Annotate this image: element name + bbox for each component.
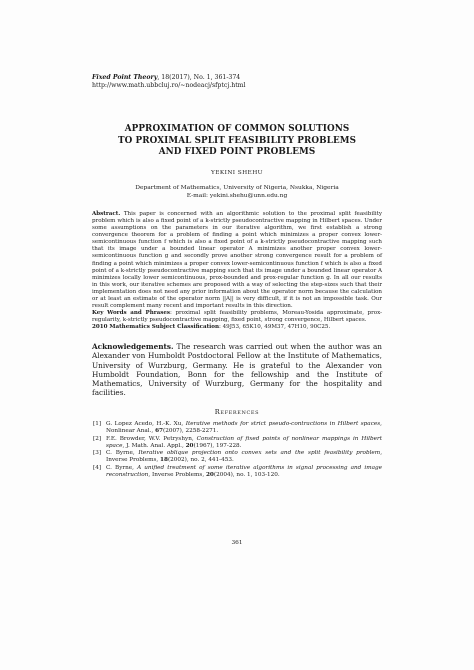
reference-number: [3] — [93, 450, 102, 457]
reference-number: [4] — [93, 465, 102, 472]
reference-authors: C. Byrne, — [106, 450, 139, 457]
reference-authors: G. Lopez Acedo, H.-K. Xu, — [106, 420, 186, 427]
msc-classification — [92, 324, 382, 331]
reference-number: [2] — [93, 435, 102, 442]
reference-item — [92, 465, 382, 479]
reference-body — [106, 450, 382, 464]
reference-venue: , Inverse Problems, — [106, 450, 382, 464]
ack-text: The research was carried out when the author was an Alexander von Humboldt Postdoctoral Fellow at the Institute of Mathematics, University of Wurzburg, Germany. He is grateful to the Alexander von Humboldt Foundation, Bonn for the fellowship and the Institute of Mathematics, University of Wurzburg, Germany for the hospitality and facilities. — [92, 342, 382, 398]
page-number: 361 — [231, 540, 243, 546]
affiliation — [92, 185, 382, 200]
journal-header — [92, 74, 382, 90]
author-name: YEKINI SHEHU — [211, 170, 263, 177]
reference-item — [92, 450, 382, 464]
acknowledgements — [92, 342, 382, 398]
abstract-text: This paper is concerned with an algorithmic solution to the proximal split feasibility problem which is also a fixed point of a k-strictly pseudocontractive mapping in Hilbert spaces. Under some assumptions on the parameters in our iterative algorithm, we first establish a strong convergence theorem for a problem of finding a point which minimizes a proper convex lower-semicontinuous function f which is also a fixed point of a k-strictly pseudocontractive mapping such that its image under a bounded linear operator A minimizes another proper convex lower-semicontinuous function g and secondly prove another strong convergence result for a problem of finding a point which minimizes a proper convex lower-semicontinuous function f which is also a fixed point of a k-strictly pseudocontractive mapping such that its image under a bounded linear operator A minimizes locally lower semicontinuous, prox-bounded and prox-regular function g. In all our results in this work, our iterative schemes are proposed with a way of selecting the step-sizes such that their implementation does not need any prior information about the operator norm because the calculation or at least an estimate of the operator norm ||A|| is very difficult, if it is not an impossible task. Our result complement many recent and important results in this direction. — [92, 211, 382, 309]
abstract-label: Abstract. — [92, 211, 121, 218]
reference-venue: , Inverse Problems, — [148, 472, 206, 479]
msc-label: 2010 Mathematics Subject Classification — [92, 323, 219, 330]
reference-title: Iterative methods for strict pseudo-contractions in Hilbert spaces — [185, 420, 381, 427]
reference-volume: 18 — [160, 457, 168, 464]
department: Department of Mathematics, University of Nigeria, Nsukka, Nigeria — [135, 185, 339, 192]
abstract — [92, 211, 382, 310]
reference-volume: 20 — [205, 472, 214, 479]
ack-label: Acknowledgements. — [92, 342, 174, 351]
journal-info: , 18(2017), No. 1, 361-374 — [157, 74, 241, 81]
reference-authors: F.E. Browder, W.V. Petryshyn, — [106, 435, 197, 442]
reference-pages: (2004), no. 1, 103-120. — [213, 472, 280, 479]
reference-item — [92, 436, 382, 450]
reference-volume: 67 — [155, 427, 163, 434]
keywords-text: : proximal split feasibility problems, Moreau-Yosida approximate, prox-regularity, k-strictly pseudocontractive mapping, fixed point, strong convergence, Hilbert spaces. — [92, 309, 382, 323]
email: E-mail: yekini.shehu@unn.edu.ng — [186, 192, 288, 199]
reference-body — [106, 421, 382, 435]
keywords — [92, 310, 382, 324]
journal-url: http://www.math.ubbcluj.ro/~nodeacj/sfptcj.html — [92, 82, 246, 90]
references-list — [92, 421, 382, 480]
reference-volume: 20 — [185, 442, 194, 449]
reference-title: Construction of fixed points of nonlinear mappings in Hilbert space — [106, 435, 382, 449]
keywords-label: Key Words and Phrases — [92, 309, 171, 316]
title-line-2: TO PROXIMAL SPLIT FEASIBILITY PROBLEMS — [117, 135, 357, 146]
reference-number: [1] — [93, 420, 102, 427]
reference-body — [106, 465, 382, 479]
reference-authors: C. Byrne, — [106, 465, 138, 472]
references-heading: References — [214, 407, 260, 416]
reference-pages: (2002), no. 2, 441-453. — [167, 457, 234, 464]
journal-citation — [92, 74, 382, 82]
paper-title — [92, 124, 382, 158]
reference-venue: , J. Math. Anal. Appl., — [122, 442, 186, 449]
msc-text: : 49J53, 65K10, 49M37, 47H10, 90C25. — [219, 323, 331, 330]
title-line-3: AND FIXED POINT PROBLEMS — [158, 146, 316, 157]
reference-pages: (1967), 197-228. — [193, 442, 242, 449]
reference-venue: , Nonlinear Anal., — [106, 420, 382, 434]
reference-body — [106, 436, 382, 450]
reference-title: Iterative oblique projection onto convex sets and the split feasibility problem — [138, 450, 381, 457]
reference-pages: (2007), 2258-2271. — [162, 427, 219, 434]
reference-title: A unified treatment of some iterative algorithms in signal processing and image reconstruction — [106, 465, 382, 479]
reference-item — [92, 421, 382, 435]
title-line-1: APPROXIMATION OF COMMON SOLUTIONS — [124, 124, 350, 135]
journal-name: Fixed Point Theory — [92, 74, 158, 81]
